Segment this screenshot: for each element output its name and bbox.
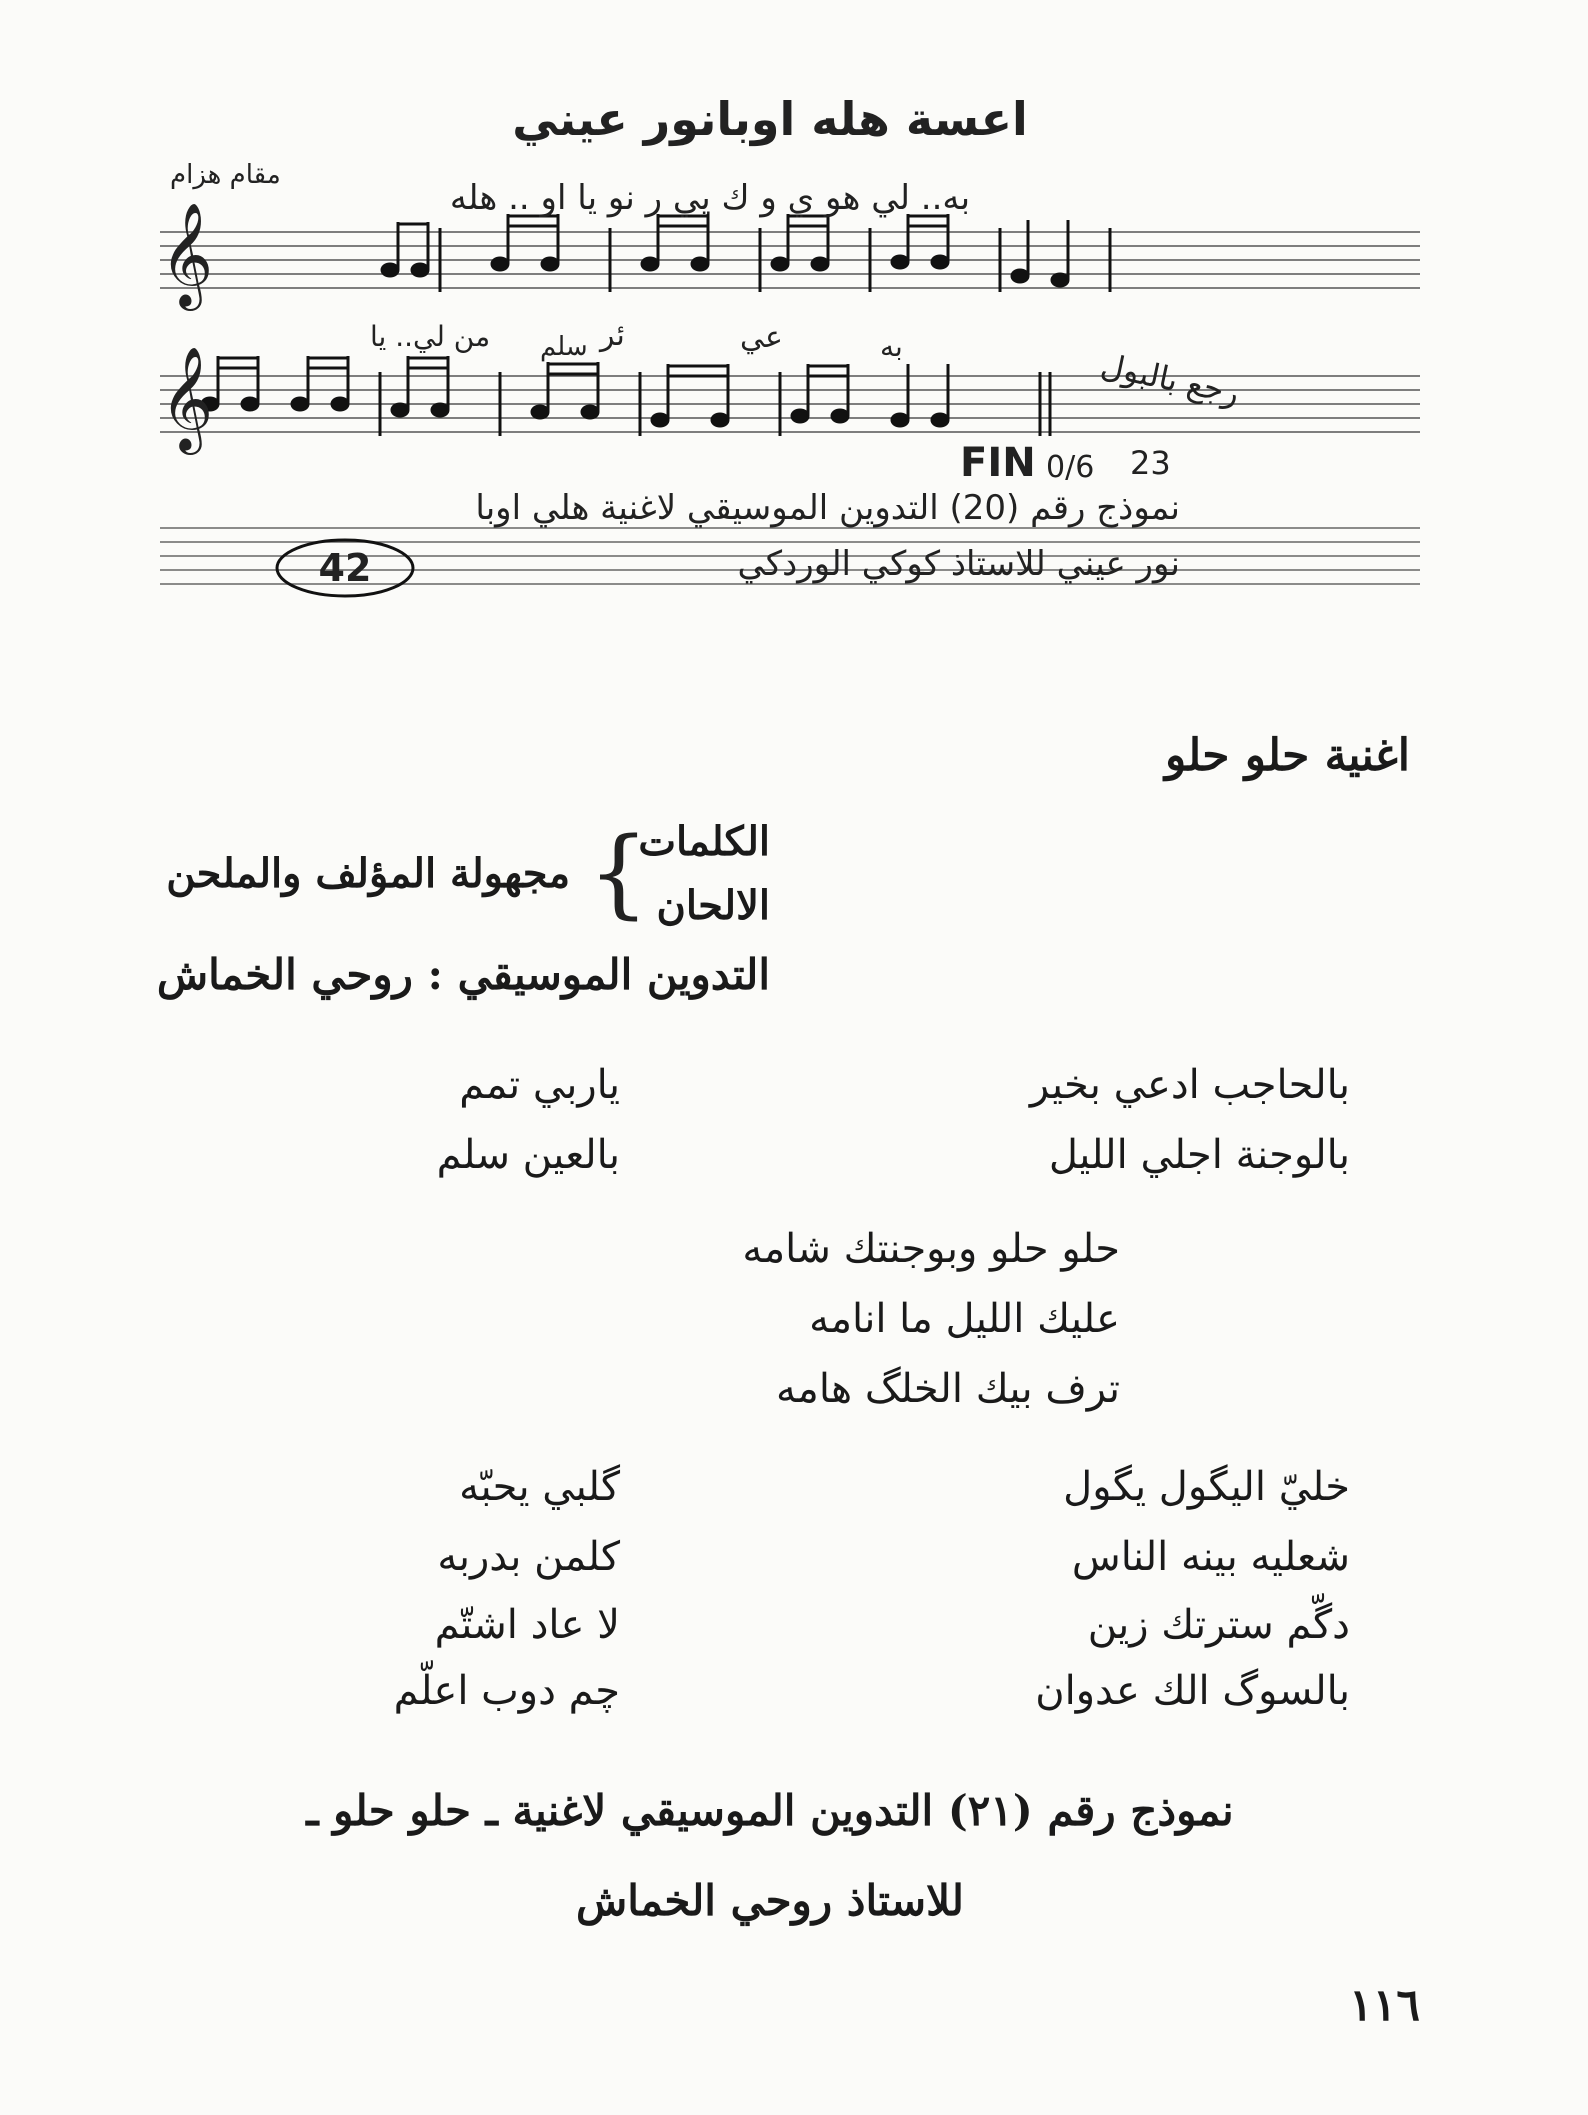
verse-second: كلمن بدربه [437, 1534, 620, 1580]
fin-mark: FIN [960, 440, 1036, 486]
figure-caption-line1: نموذج رقم (٢١) التدوين الموسيقي لاغنية ـ حلو حلو ـ [306, 1786, 1234, 1835]
verse-first: دگّم سترتك زين [1087, 1602, 1350, 1648]
staff2-lyrics-d: عي [740, 320, 783, 355]
staff2-lyrics-e: ئر [600, 318, 625, 353]
verse-first: بالسوگ الك عدوان [1035, 1668, 1350, 1714]
treble-clef-icon: 𝄞 [160, 202, 214, 307]
page-number: ١١٦ [1349, 1980, 1420, 2031]
staff2-lyrics-b: به [880, 330, 903, 363]
verse-first: بالوجنة اجلي الليل [1048, 1132, 1350, 1178]
refrain-line: حلو حلو وبوجنتك شامه [742, 1226, 1120, 1272]
manuscript-note-line2: نور عيني للاستاذ كوكي الوردكي [737, 544, 1180, 584]
fraction-mark: 0/6 [1046, 450, 1095, 485]
label-melody: الالحان [656, 882, 770, 929]
manuscript-note-line1: نموذج رقم (20) التدوين الموسيقي لاغنية هلي اوبا [475, 488, 1180, 528]
treble-clef-icon: 𝄞 [160, 346, 214, 451]
staff2-lyrics-c: سلم [540, 332, 588, 362]
notation-credit: التدوين الموسيقي : روحي الخماش [156, 950, 770, 999]
song-heading: اغنية حلو حلو [1164, 730, 1410, 781]
maqam-label: مقام هزام [170, 160, 281, 190]
verse-first: شعليه بينه الناس [1071, 1534, 1350, 1580]
refrain-line: ترف بيك الخلگ هامه [775, 1366, 1120, 1412]
bar-number: 23 [1130, 444, 1171, 482]
verse-first: بالحاجب ادعي بخير [1029, 1062, 1350, 1108]
refrain-line: عليك الليل ما انامه [809, 1296, 1120, 1342]
verse-second: بالعين سلم [436, 1132, 620, 1178]
manuscript-title: اعسة هله اوبانور عيني [512, 92, 1028, 146]
staff1-lyrics: به.. لي هو ي و ك يي ر نو يا او .. هله [449, 178, 971, 218]
song-credit: مجهولة المؤلف والملحن [166, 850, 570, 897]
staff2-lyrics-a: من لي.. يا [370, 320, 491, 353]
verse-second: گلبي يحبّه [459, 1464, 620, 1510]
verse-second: لا عاد اشتّم [434, 1602, 620, 1648]
verse-second: ياربي تمم [459, 1062, 620, 1108]
side-instruction: رجع بالبول [1097, 345, 1243, 413]
brace-mark: { [588, 817, 650, 929]
verse-second: چم دوب اعلّم [393, 1668, 620, 1714]
circled-number: 42 [318, 546, 372, 590]
verse-first: خليّ اليگول يگول [1063, 1464, 1350, 1510]
label-words: الكلمات [638, 818, 770, 865]
figure-caption-line2: للاستاذ روحي الخماش [576, 1876, 964, 1925]
